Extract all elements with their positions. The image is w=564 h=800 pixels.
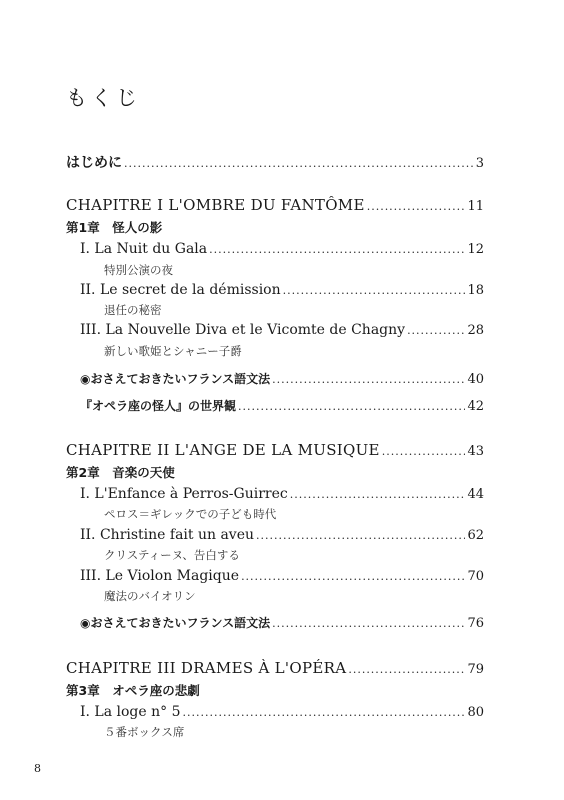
- leader-dots: [256, 529, 465, 542]
- toc-section[interactable]: [80, 704, 484, 720]
- leader-dots: [209, 243, 465, 256]
- section-label: II. Christine fait un aveu: [80, 527, 255, 543]
- leader-dots: [124, 157, 474, 170]
- toc-section[interactable]: [80, 282, 484, 298]
- toc-extra-worldview[interactable]: [80, 397, 484, 414]
- section-label: II. Le secret de la démission: [80, 282, 281, 298]
- leader-dots: [238, 400, 465, 413]
- section-label: I. L'Enfance à Perros-Guirrec: [80, 486, 288, 502]
- leader-dots: [382, 445, 466, 458]
- toc-section[interactable]: [80, 568, 484, 584]
- toc-entry-intro[interactable]: [66, 152, 484, 172]
- section-label: I. La loge n° 5: [80, 704, 181, 720]
- extra-label: 『オペラ座の怪人』の世界観: [80, 399, 237, 413]
- section-page: 62: [467, 528, 484, 543]
- chapter-label: CHAPITRE II L'ANGE DE LA MUSIQUE: [66, 441, 380, 459]
- leader-dots: [183, 706, 466, 719]
- section-subtitle: 退任の秘密: [104, 303, 162, 317]
- chapter-jp-title: 第3章 オペラ座の悲劇: [66, 683, 200, 698]
- section-label: I. La Nuit du Gala: [80, 241, 208, 257]
- extra-label: ◉おさえておきたいフランス語文法: [80, 372, 271, 386]
- section-subtitle: 魔法のバイオリン: [104, 589, 196, 603]
- leader-dots: [283, 284, 466, 297]
- toc-section[interactable]: [80, 486, 484, 502]
- leader-dots: [367, 200, 466, 213]
- toc-section[interactable]: [80, 241, 484, 257]
- leader-dots: [241, 570, 465, 583]
- section-subtitle: 特別公演の夜: [104, 263, 173, 277]
- section-page: 12: [467, 242, 484, 257]
- toc-chapter-3[interactable]: [66, 659, 484, 677]
- leader-dots: [272, 617, 465, 630]
- toc-entry-page: 3: [475, 156, 484, 171]
- extra-page: 42: [467, 399, 484, 414]
- chapter-page: 11: [467, 199, 484, 214]
- toc-section[interactable]: [80, 527, 484, 543]
- section-subtitle: ５番ボックス席: [104, 725, 185, 739]
- section-page: 44: [467, 487, 484, 502]
- extra-page: 76: [467, 616, 484, 631]
- leader-dots: [348, 663, 465, 676]
- section-label: III. Le Violon Magique: [80, 568, 240, 584]
- page-title: もくじ: [66, 86, 141, 110]
- chapter-label: CHAPITRE I L'OMBRE DU FANTÔME: [66, 196, 365, 214]
- section-page: 28: [467, 323, 484, 338]
- section-page: 80: [467, 705, 484, 720]
- section-subtitle: 新しい歌姫とシャニー子爵: [104, 344, 242, 358]
- chapter-jp-title: 第2章 音楽の天使: [66, 465, 175, 480]
- leader-dots: [407, 324, 465, 337]
- chapter-page: 43: [467, 444, 484, 459]
- toc-extra-grammar[interactable]: [80, 614, 484, 631]
- chapter-jp-title: 第1章 怪人の影: [66, 220, 163, 235]
- toc-chapter-2[interactable]: [66, 441, 484, 459]
- section-subtitle: クリスティーヌ、告白する: [104, 548, 240, 562]
- chapter-page: 79: [467, 662, 484, 677]
- section-subtitle: ペロス＝ギレックでの子ども時代: [104, 507, 277, 521]
- section-label: III. La Nouvelle Diva et le Vicomte de Chagny: [80, 322, 406, 338]
- toc-chapter-1[interactable]: [66, 196, 484, 214]
- leader-dots: [272, 373, 465, 386]
- section-page: 18: [467, 283, 484, 298]
- toc-entry-label: はじめに: [66, 155, 122, 171]
- toc-extra-grammar[interactable]: [80, 370, 484, 387]
- leader-dots: [290, 488, 466, 501]
- chapter-label: CHAPITRE III DRAMES À L'OPÉRA: [66, 659, 347, 677]
- extra-label: ◉おさえておきたいフランス語文法: [80, 616, 271, 630]
- toc-section[interactable]: [80, 322, 484, 338]
- section-page: 70: [467, 569, 484, 584]
- page-number: 8: [34, 762, 41, 775]
- extra-page: 40: [467, 372, 484, 387]
